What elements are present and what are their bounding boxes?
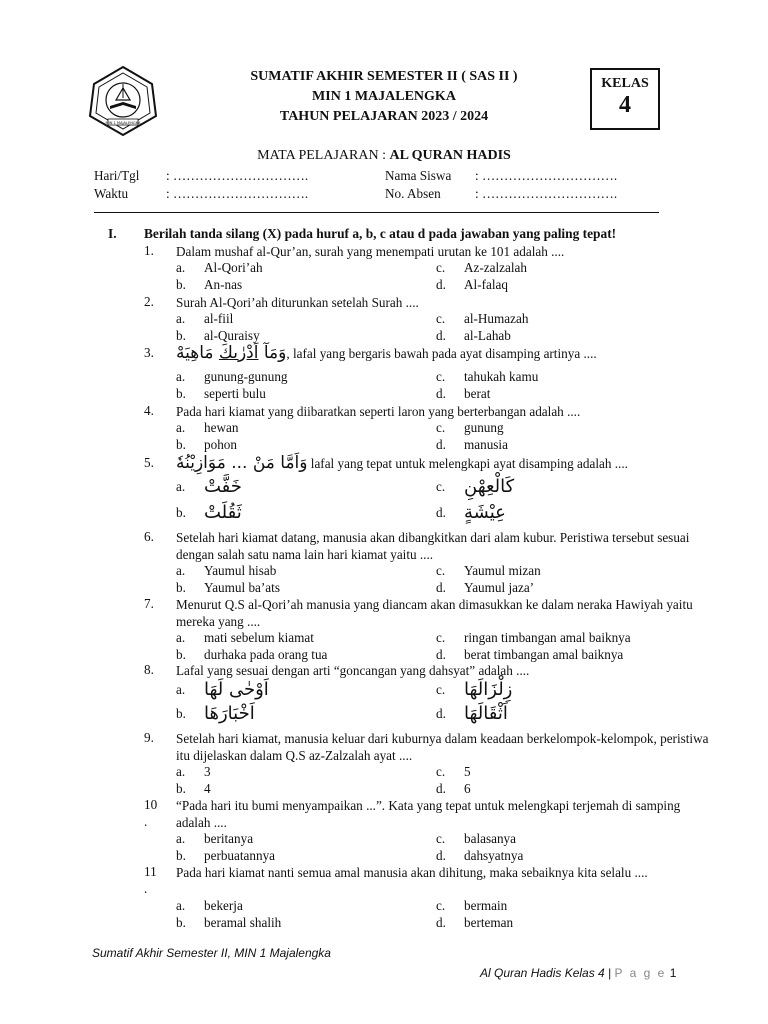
question-number-dot: . [144,814,148,829]
footer-separator: | [604,966,615,980]
question-text: Lafal yang sesuai dengan arti “goncangan yang dahsyat” adalah .... [176,663,530,678]
absen-value: : …………………………. [475,186,618,201]
question-number: 10 [144,797,158,812]
question-number: 6. [144,529,154,544]
header-school: MIN 1 MAJALENGKA [312,89,456,104]
question-number: 2. [144,294,154,309]
question-text: Pada hari kiamat yang diibaratkan seperti laron yang berterbangan adalah .... [176,404,581,419]
question-text: Pada hari kiamat nanti semua amal manusia akan dihitung, maka sebaiknya kita selalu .... [176,865,648,880]
header-divider [94,212,659,213]
question-number: 8. [144,662,154,677]
question-text: وَاَمَّا مَنْ ... مَوَازِيْنُهٗ lafal yang tepat untuk melengkapi ayat disamping adalah .... [176,453,628,473]
question-number: 11 [144,864,157,879]
logo-text: MIN 1 MAJALENGKA [105,121,141,125]
footer-course: Al Quran Hadis Kelas 4 [480,966,605,980]
question-text: Setelah hari kiamat datang, manusia akan dibangkitkan dari alam kubur. Peristiwa tersebut sesuai dengan salah satu nama lain hari kiamat yaitu .... [176,530,690,562]
header-year: TAHUN PELAJARAN 2023 / 2024 [279,109,489,124]
question-number: 7. [144,596,154,611]
question-number-dot: . [144,881,148,896]
question-text: Dalam mushaf al-Qur’an, surah yang menempati urutan ke 101 adalah .... [176,244,565,259]
waktu-label: Waktu [94,186,129,201]
nama-label: Nama Siswa [385,168,452,183]
absen-label: No. Absen [385,186,441,201]
arabic-verse: وَمَآ اَدْرٰىكَ مَاهِيَهْ [176,343,287,363]
kelas-label: KELAS [601,76,649,91]
question-number: 3. [144,345,154,360]
underlined-word: اَدْرٰىكَ [218,343,259,363]
kelas-box [590,68,660,130]
question-number: 4. [144,403,154,418]
question-text: “Pada hari itu bumi menyampaikan ...”. Kata yang tepat untuk melengkapi terjemah di samping adalah .... [176,798,681,830]
question-text: Setelah hari kiamat, manusia keluar dari kuburnya dalam keadaan berkelompok-kelompok, peristiwa itu dijelaskan dalam Q.S az-Zalzalah ayat .... [176,731,709,763]
subject-value: AL QURAN HADIS [389,148,511,163]
footer-page-number: 1 [669,966,677,980]
question-text: Surah Al-Qori’ah diturunkan setelah Surah .... [176,295,419,310]
hari-label: Hari/Tgl [94,168,140,183]
nama-value: : …………………………. [475,168,618,183]
footer-right [480,966,676,980]
footer-left: Sumatif Akhir Semester II, MIN 1 Majalengka [92,946,331,960]
section-number: I. [108,226,117,241]
header-title: SUMATIF AKHIR SEMESTER II ( SAS II ) [250,69,518,84]
question-number: 9. [144,730,154,745]
question-number: 5. [144,455,154,470]
subject-label: MATA PELAJARAN : [257,148,386,163]
kelas-number: 4 [619,92,631,118]
instruction-text: Berilah tanda silang (X) pada huruf a, b, c atau d pada jawaban yang paling tepat! [144,226,617,241]
hari-value: : …………………………. [166,168,309,183]
question-number: 1. [144,243,154,258]
waktu-value: : …………………………. [166,186,309,201]
subject-line [0,148,768,164]
arabic-verse: وَاَمَّا مَنْ ... مَوَازِيْنُهٗ [176,453,308,473]
footer-page-word: P a g e [614,966,667,980]
question-text: وَمَآ اَدْرٰىكَ مَاهِيَهْ , lafal yang bergaris bawah pada ayat disamping artinya .... [176,343,597,363]
question-text: Menurut Q.S al-Qori’ah manusia yang diancam akan dimasukkan ke dalam neraka Hawiyah yaitu mereka yang .... [176,597,693,629]
